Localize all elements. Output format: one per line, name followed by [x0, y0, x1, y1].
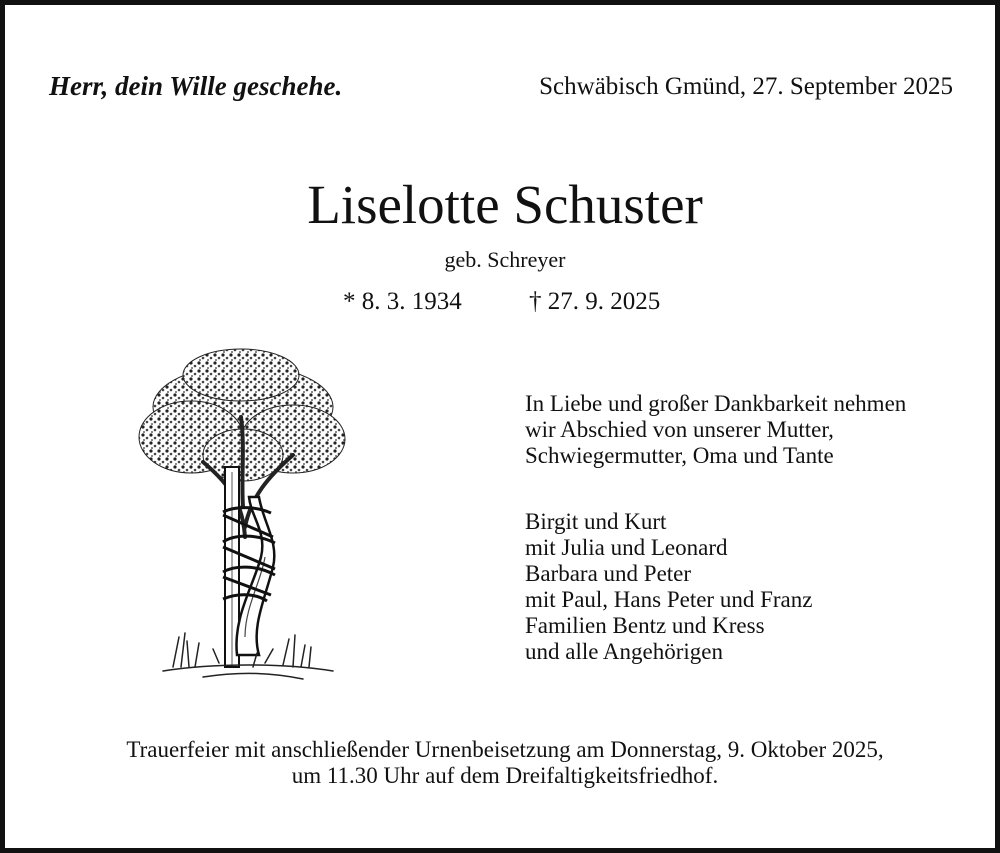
maiden-name: geb. Schreyer: [444, 247, 566, 272]
dedication-text: [525, 391, 906, 469]
ceremony-info: [5, 737, 1000, 789]
dedication-line: In Liebe und großer Dankbarkeit nehmen: [525, 391, 907, 416]
mourners-list: [525, 509, 812, 665]
motto: Herr, dein Wille geschehe.: [49, 71, 343, 101]
mourner-line: Barbara und Peter: [525, 561, 692, 586]
ceremony-line: Trauerfeier mit anschließender Urnenbeisetzung am Donnerstag, 9. Oktober 2025,: [126, 737, 884, 762]
dedication-line: Schwiegermutter, Oma und Tante: [525, 443, 834, 468]
tree-icon: [133, 337, 353, 697]
mourner-line: mit Julia und Leonard: [525, 535, 728, 560]
place-and-date: Schwäbisch Gmünd, 27. September 2025: [539, 73, 953, 100]
deceased-name: Liselotte Schuster: [307, 174, 703, 235]
death-date: † 27. 9. 2025: [529, 288, 661, 315]
mourner-line: und alle Angehörigen: [525, 639, 724, 664]
dedication-line: wir Abschied von unserer Mutter,: [525, 417, 834, 442]
mourner-line: Birgit und Kurt: [525, 509, 667, 534]
mourner-line: Familien Bentz und Kress: [525, 613, 765, 638]
birth-date: * 8. 3. 1934: [343, 288, 462, 315]
ceremony-line: um 11.30 Uhr auf dem Dreifaltigkeitsfriedhof.: [291, 763, 719, 788]
mourner-line: mit Paul, Hans Peter und Franz: [525, 587, 813, 612]
